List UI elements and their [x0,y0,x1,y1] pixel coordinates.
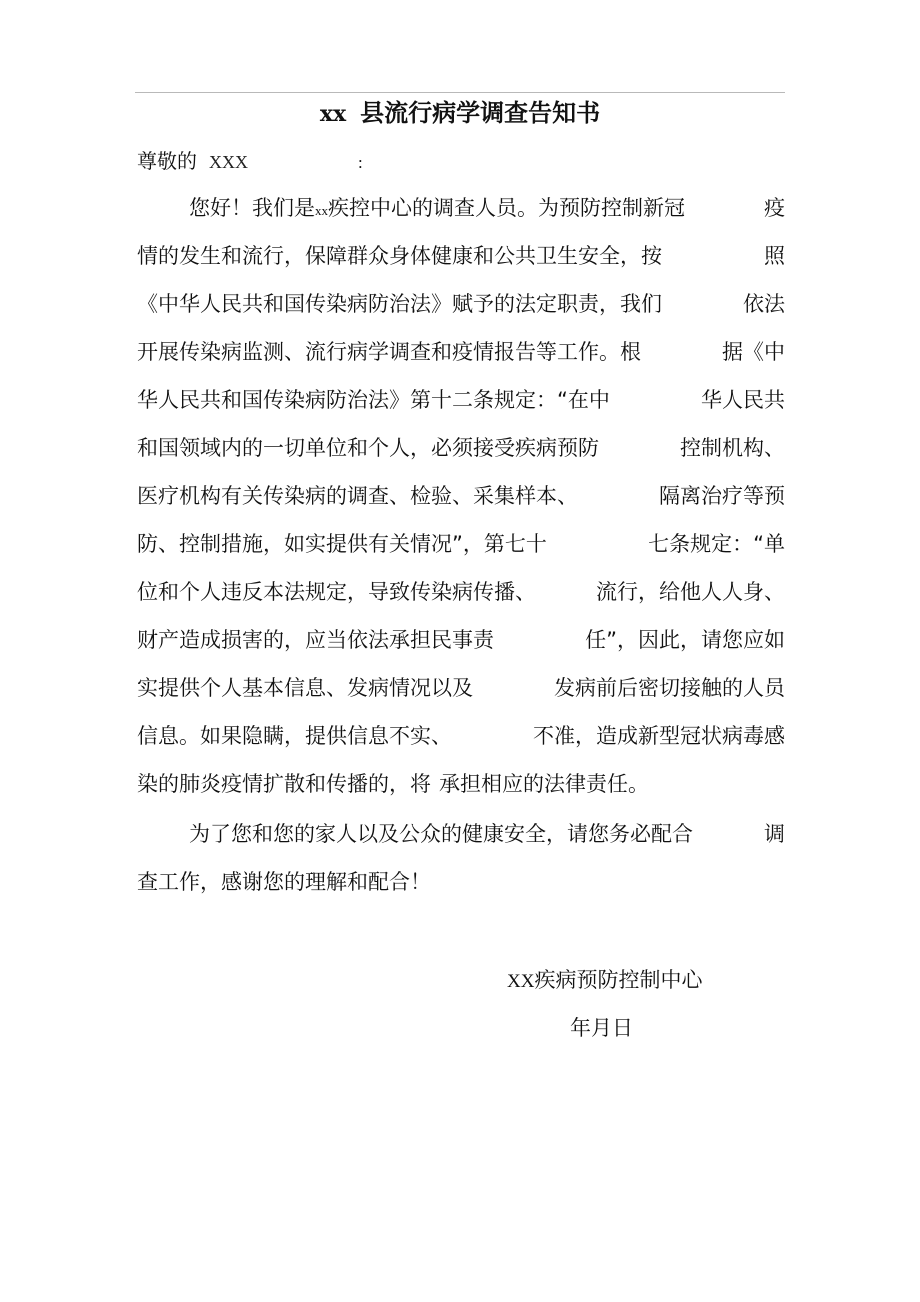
line-segment: 依法 [743,292,785,316]
document-title [0,96,920,131]
paragraph-line [137,472,785,520]
line-segment: 华人民共 [701,388,785,412]
line-segment: 实提供个人基本信息、发病情况以及 [137,676,473,700]
line-segment: 情的发生和流行，保障群众身体健康和公共卫生安全，按 [137,244,662,268]
line-segment: 位和个人违反本法规定，导致传染病传播、 [137,580,536,604]
line-segment: 照 [764,244,785,268]
paragraph-line [137,520,785,568]
paragraph-line [137,760,785,808]
line-segment: 调 [764,822,785,846]
paragraph-line [137,810,785,858]
line-segment: 开展传染病监测、流行病学调查和疫情报告等工作。根 [137,340,641,364]
line-segment: 据《中 [722,340,785,364]
paragraph-line [137,424,785,472]
line-segment: 防、控制措施，如实提供有关情况”，第七十 [137,532,547,556]
line-segment: 医疗机构有关传染病的调查、检验、采集样本、 [137,484,578,508]
paragraph-line [137,232,785,280]
line-segment: 您好！我们是xx疾控中心的调查人员。为预防控制新冠 [189,196,685,220]
line-segment: 发病前后密切接触的人员 [554,676,785,700]
salutation-prefix: 尊敬的 [137,149,197,173]
header-rule [135,92,785,93]
line-segment: 疫 [764,196,785,220]
paragraph-line [137,376,785,424]
line-segment: 流行，给他人人身、 [596,580,785,604]
paragraph-line [137,184,785,232]
paragraph-line [137,328,785,376]
line-segment: 财产造成损害的，应当依法承担民事责 [137,628,494,652]
recipient-name: XXX [209,152,248,172]
signature-date: 年月日 [570,1016,633,1040]
line-segment: 华人民共和国传染病防治法》第十二条规定：“在中 [137,388,610,412]
signature-prefix: XX [507,971,535,992]
salutation [137,145,363,177]
paragraph-line [137,568,785,616]
paragraph-line [137,858,785,906]
line-segment: 染的肺炎疫情扩散和传播的，将 [137,772,431,796]
line-segment: 信息。如果隐瞒，提供信息不实、 [137,724,452,748]
line-segment: 承担相应的法律责任。 [439,772,649,796]
signature-org: 疾病预防控制中心 [534,968,703,992]
salutation-colon: : [358,153,363,172]
line-segment: 和国领域内的一切单位和个人，必须接受疾病预防 [137,436,599,460]
line-segment: 七条规定：“单 [648,532,785,556]
paragraph-line [137,280,785,328]
paragraph-line [137,712,785,760]
line-segment: 任”，因此，请您应如 [585,628,785,652]
paragraph-line [137,664,785,712]
signature-organization [507,958,702,1004]
line-segment: 查工作，感谢您的理解和配合！ [137,870,431,894]
line-segment: 不准，造成新型冠状病毒感 [533,724,785,748]
line-segment: 控制机构、 [680,436,785,460]
line-segment: 为了您和您的家人以及公众的健康安全，请您务必配合 [189,822,693,846]
line-segment: 《中华人民共和国传染病防治法》赋予的法定职责，我们 [137,292,662,316]
line-segment: 隔离治疗等预 [659,484,785,508]
paragraph-line [137,616,785,664]
title-county-placeholder: xx [319,101,347,127]
title-text: 县流行病学调查告知书 [360,99,601,127]
